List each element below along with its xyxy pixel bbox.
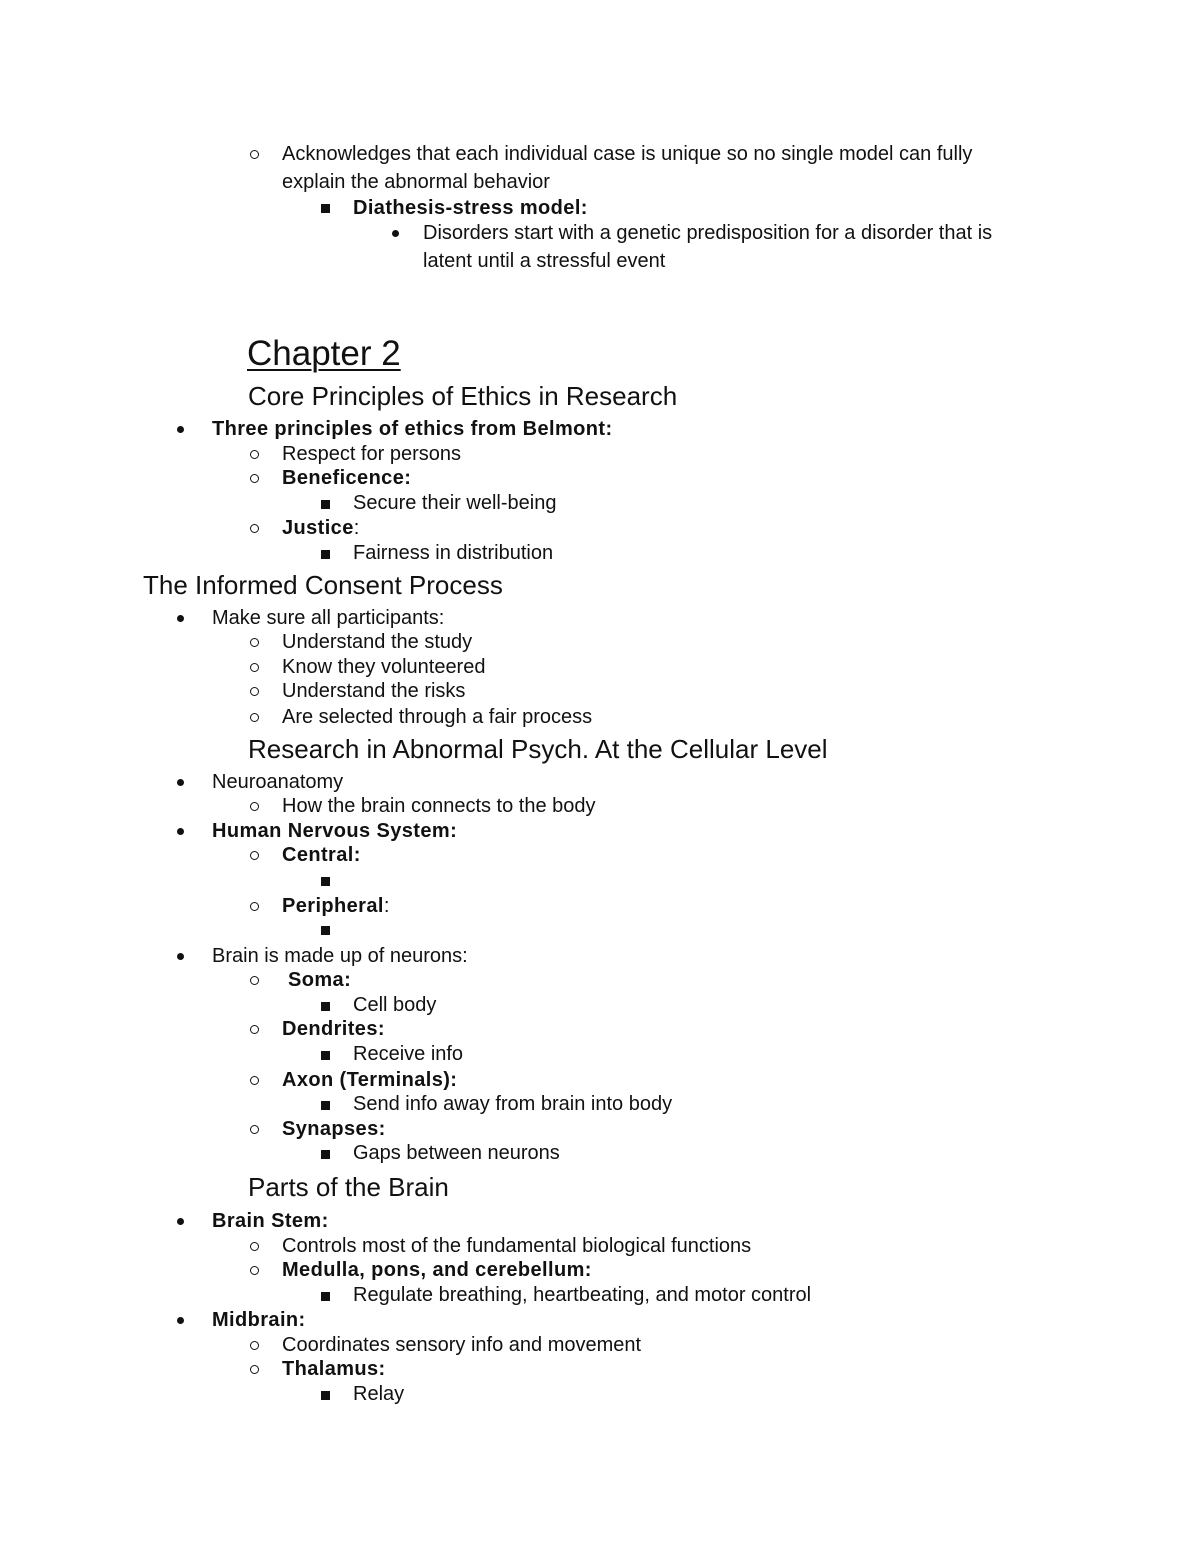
receive-item: Receive info (353, 1043, 464, 1065)
disc-bullet-icon (177, 426, 184, 433)
brain-stem-label: Brain Stem: (212, 1210, 329, 1232)
circle-bullet-icon (250, 802, 259, 811)
square-bullet-icon (321, 1391, 330, 1400)
circle-bullet-icon (250, 851, 259, 860)
circle-bullet-icon (250, 1365, 259, 1374)
disc-bullet-icon (392, 230, 399, 237)
peripheral-colon: : (383, 895, 390, 917)
central-label: Central: (282, 844, 361, 866)
make-sure-line: Make sure all participants: (212, 607, 445, 629)
neurons-item: Brain is made up of neurons: (212, 945, 468, 967)
disorders-line-2: latent until a stressful event (423, 250, 666, 272)
disc-bullet-icon (177, 1317, 184, 1324)
circle-bullet-icon (250, 687, 259, 696)
brain-body-item: How the brain connects to the body (282, 795, 596, 817)
square-bullet-icon (321, 1292, 330, 1301)
justice-line (282, 516, 359, 541)
square-bullet-icon (321, 877, 330, 886)
regulate-item: Regulate breathing, heartbeating, and motor control (353, 1284, 812, 1306)
circle-bullet-icon (250, 902, 259, 911)
circle-bullet-icon (250, 976, 259, 985)
soma-label: Soma: (288, 969, 352, 991)
circle-bullet-icon (250, 524, 259, 533)
belmont-label: Three principles of ethics from Belmont: (212, 418, 613, 440)
circle-bullet-icon (250, 1125, 259, 1134)
square-bullet-icon (321, 1101, 330, 1110)
fairness-item: Fairness in distribution (353, 542, 554, 564)
disc-bullet-icon (177, 953, 184, 960)
disc-bullet-icon (177, 779, 184, 786)
consent-item: Are selected through a fair process (282, 706, 593, 728)
circle-bullet-icon (250, 1076, 259, 1085)
send-item: Send info away from brain into body (353, 1093, 673, 1115)
chapter-title: Chapter 2 (247, 334, 401, 373)
circle-bullet-icon (250, 1266, 259, 1275)
respect-item: Respect for persons (282, 443, 461, 465)
square-bullet-icon (321, 926, 330, 935)
intro-line-2: explain the abnormal behavior (282, 171, 550, 193)
circle-bullet-icon (250, 1242, 259, 1251)
circle-bullet-icon (250, 1341, 259, 1350)
beneficence-label: Beneficence: (282, 467, 412, 489)
square-bullet-icon (321, 1002, 330, 1011)
coordinates-item: Coordinates sensory info and movement (282, 1334, 642, 1356)
circle-bullet-icon (250, 638, 259, 647)
synapses-label: Synapses: (282, 1118, 386, 1140)
circle-bullet-icon (250, 474, 259, 483)
circle-bullet-icon (250, 713, 259, 722)
disc-bullet-icon (177, 1218, 184, 1225)
nervous-system-label: Human Nervous System: (212, 820, 458, 842)
circle-bullet-icon (250, 663, 259, 672)
justice-colon: : (353, 517, 360, 539)
diathesis-label: Diathesis-stress model: (353, 197, 588, 219)
dendrites-label: Dendrites: (282, 1018, 385, 1040)
consent-item: Understand the study (282, 631, 473, 653)
midbrain-label: Midbrain: (212, 1309, 306, 1331)
ethics-heading: Core Principles of Ethics in Research (248, 381, 678, 411)
square-bullet-icon (321, 204, 330, 213)
relay-item: Relay (353, 1383, 405, 1405)
circle-bullet-icon (250, 150, 259, 159)
disc-bullet-icon (177, 615, 184, 622)
disc-bullet-icon (177, 828, 184, 835)
secure-item: Secure their well-being (353, 492, 557, 514)
justice-label: Justice (282, 517, 354, 539)
circle-bullet-icon (250, 450, 259, 459)
square-bullet-icon (321, 500, 330, 509)
disorders-line-1: Disorders start with a genetic predisposition for a disorder that is (423, 222, 993, 244)
circle-bullet-icon (250, 1025, 259, 1034)
consent-item: Know they volunteered (282, 656, 486, 678)
cell-body-item: Cell body (353, 994, 437, 1016)
square-bullet-icon (321, 550, 330, 559)
neuroanatomy-item: Neuroanatomy (212, 771, 344, 793)
medulla-label: Medulla, pons, and cerebellum: (282, 1259, 592, 1281)
intro-line-1: Acknowledges that each individual case is unique so no single model can fully (282, 143, 973, 165)
square-bullet-icon (321, 1051, 330, 1060)
peripheral-line (282, 894, 389, 919)
axon-label: Axon (Terminals): (282, 1069, 458, 1091)
thalamus-label: Thalamus: (282, 1358, 386, 1380)
consent-item: Understand the risks (282, 680, 466, 702)
square-bullet-icon (321, 1150, 330, 1159)
controls-item: Controls most of the fundamental biological functions (282, 1235, 752, 1257)
brain-parts-heading: Parts of the Brain (248, 1172, 449, 1202)
cellular-heading: Research in Abnormal Psych. At the Cellular Level (248, 734, 828, 764)
consent-heading: The Informed Consent Process (143, 570, 503, 600)
gaps-item: Gaps between neurons (353, 1142, 560, 1164)
peripheral-label: Peripheral (282, 895, 384, 917)
